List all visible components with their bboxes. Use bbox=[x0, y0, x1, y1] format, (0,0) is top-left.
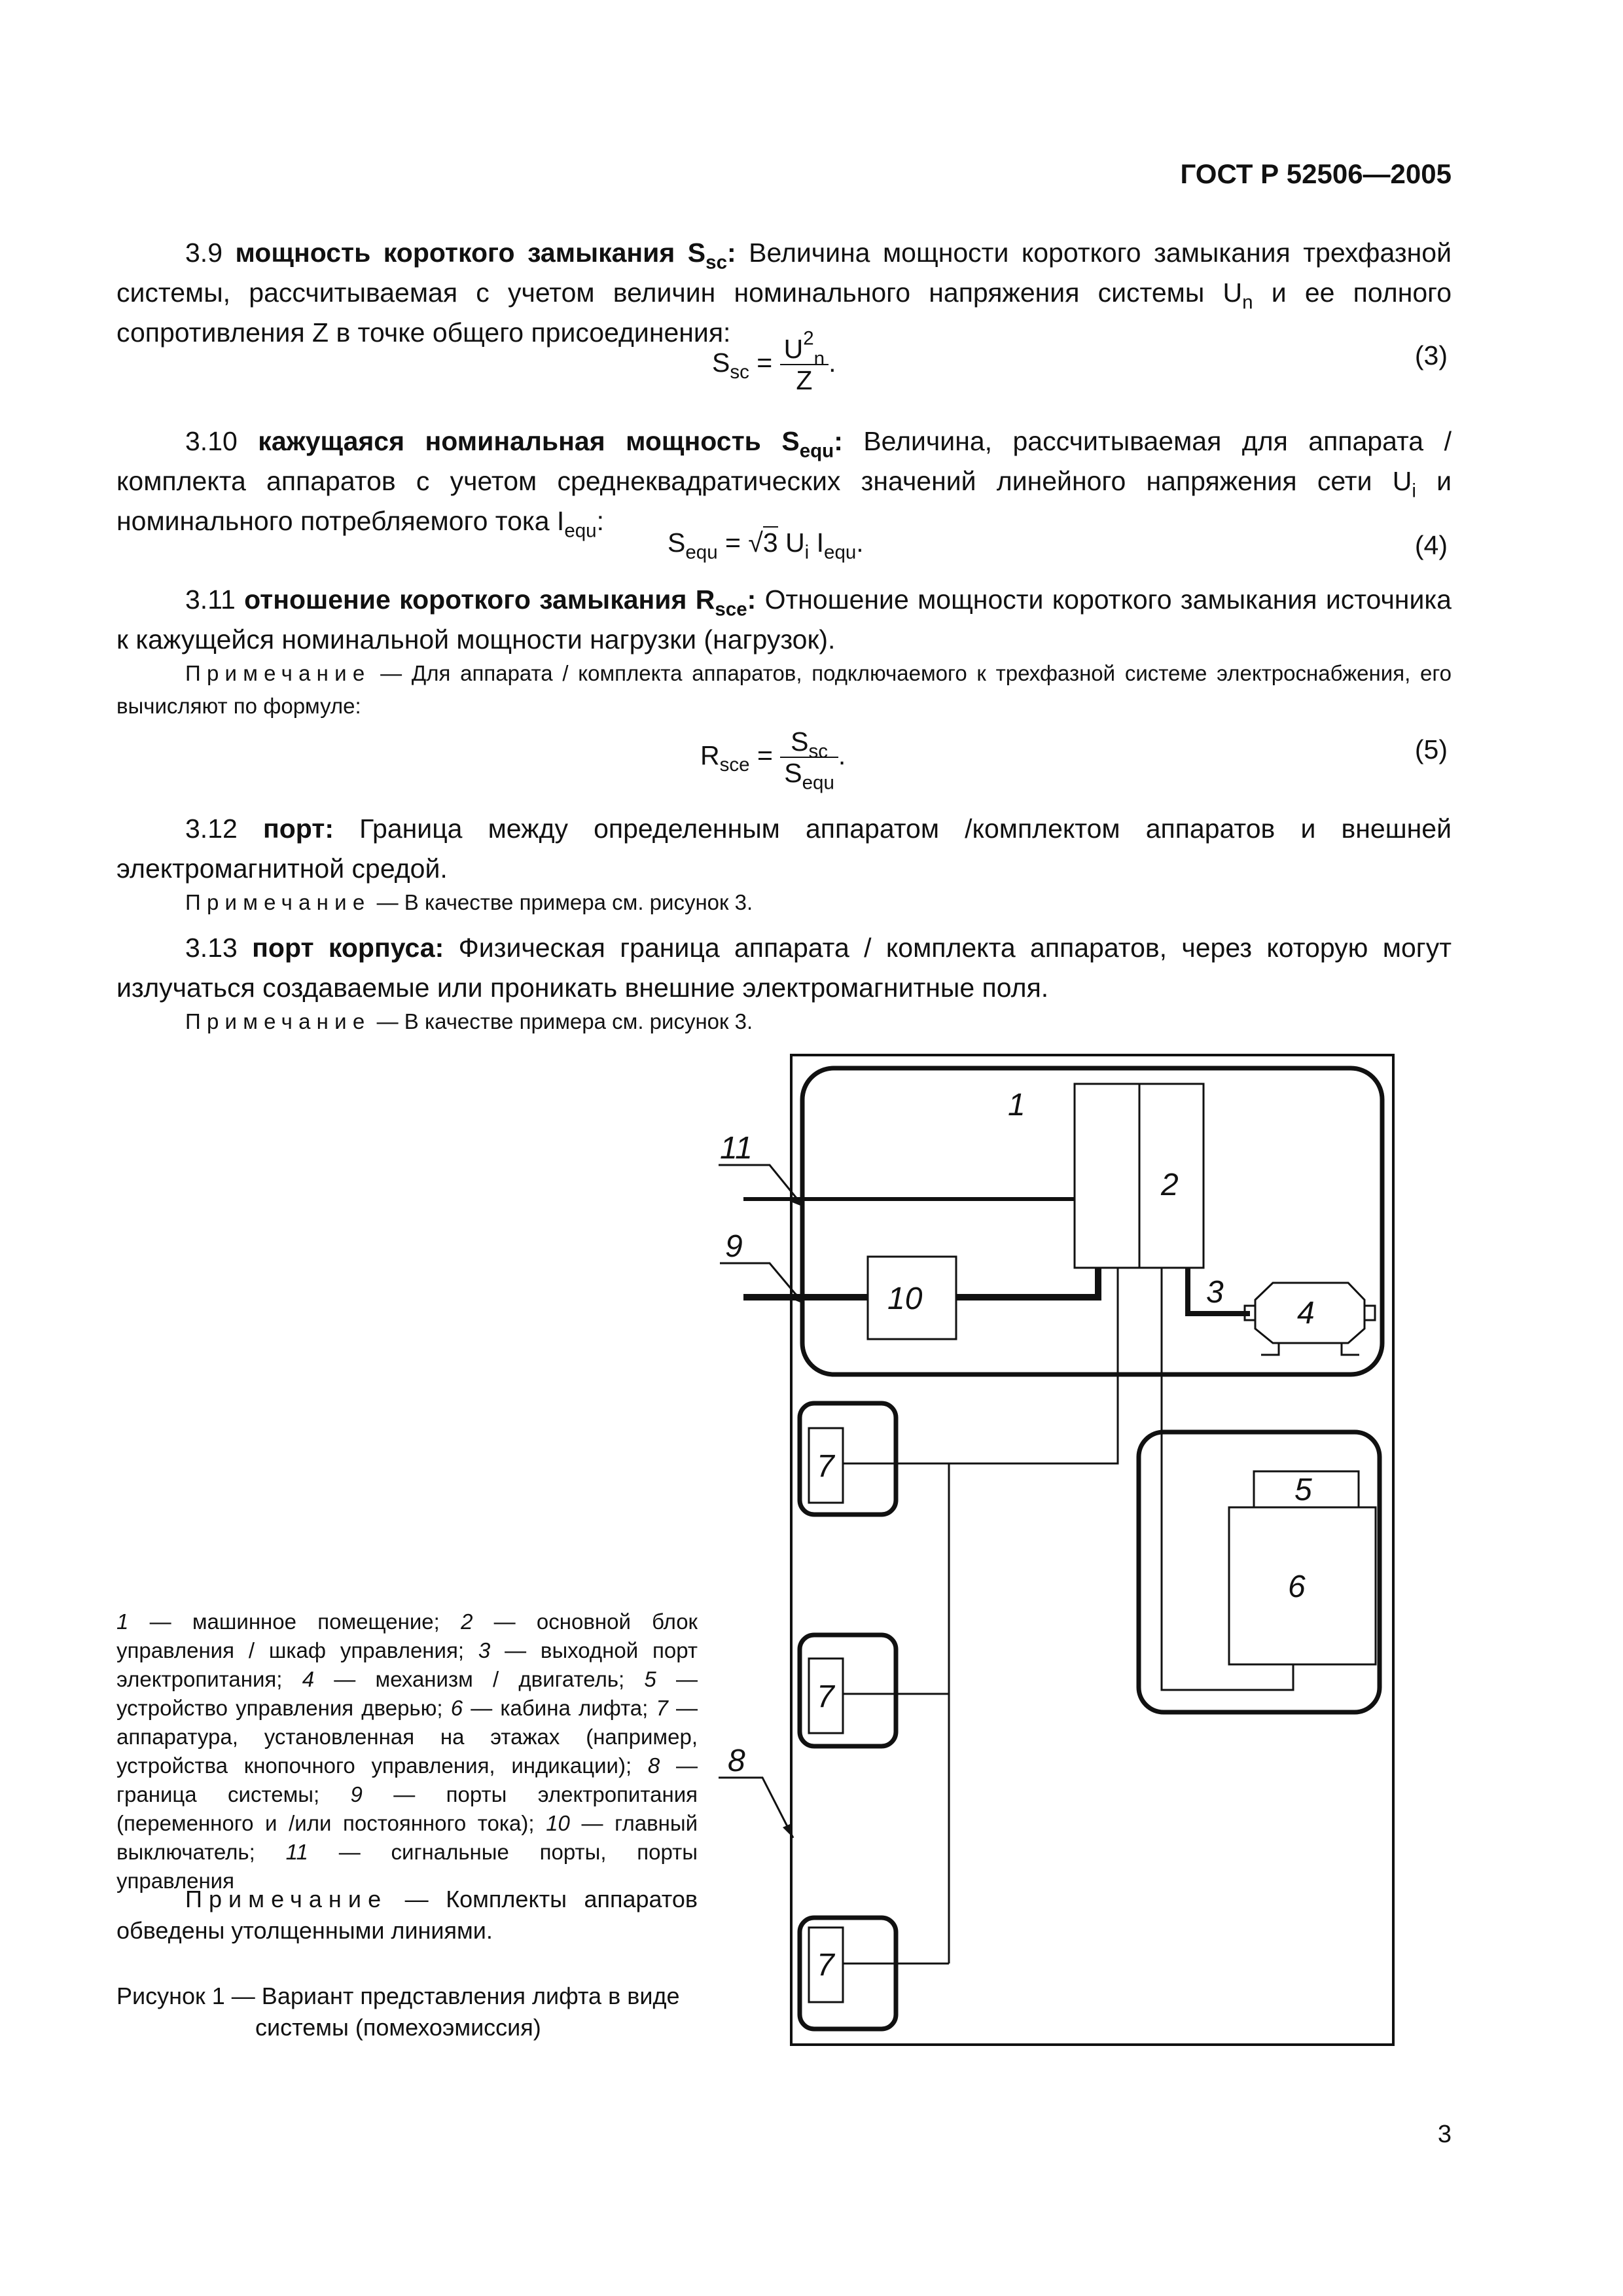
label-10: 10 bbox=[887, 1282, 923, 1316]
section-number: 3.12 bbox=[185, 814, 238, 844]
machine-room bbox=[802, 1068, 1382, 1374]
term: кажущаяся номинальная мощность $S_{equ}$: bbox=[258, 426, 843, 462]
section-3-10: 3.10 кажущаяся номинальная мощность $S_{equ}$: Величина, рассчитываемая для аппарата / комплекта аппаратов с учетом среднеквадратических значений линейного напряжения сети $U_i$ и номинального потребляемого тока $I_{equ}$: bbox=[116, 426, 1452, 542]
section-3-13: 3.13 порт корпуса: Физическая граница аппарата / комплекта аппаратов, через которую могут излучаться создаваемые или проникать внешние электромагнитные поля. bbox=[116, 933, 1452, 1003]
definition: Величина мощности короткого замыкания трехфазной системы, рассчитываемая с учетом величин номинального напряжения системы U bbox=[116, 238, 1452, 308]
term: отношение короткого замыкания $R_{sce}$: bbox=[244, 584, 757, 620]
term: порт: bbox=[262, 814, 334, 844]
label-6: 6 bbox=[1288, 1570, 1306, 1604]
label-11: 11 bbox=[720, 1131, 753, 1166]
section-3-12: 3.12 порт: Граница между определенным аппаратом /комплектом аппаратов и внешней электромагнитной средой. bbox=[116, 814, 1452, 884]
label-5: 5 bbox=[1294, 1473, 1312, 1507]
section-number: 3.10 bbox=[185, 426, 238, 456]
note-3: Примечание — В качестве примера см. рисунок 3. bbox=[185, 1009, 753, 1033]
section-number: 3.11 bbox=[185, 584, 236, 615]
document-header: ГОСТ Р 52506—2005 bbox=[1180, 158, 1452, 189]
term: мощность короткого замыкания $S_{sc}$: bbox=[235, 238, 736, 274]
label-3: 3 bbox=[1206, 1275, 1224, 1310]
system-boundary bbox=[791, 1055, 1393, 2045]
note-1: Примечание — Для аппарата / комплекта аппаратов, подключаемого к трехфазной системе электроснабжения, его вычисляют по формуле: bbox=[116, 661, 1452, 718]
section-number: 3.9 bbox=[185, 238, 223, 268]
figure-note: Примечание — Комплекты аппаратов обведены утолщенными линиями. bbox=[116, 1886, 698, 1944]
label-1: 1 bbox=[1008, 1088, 1026, 1122]
label-8: 8 bbox=[728, 1744, 745, 1778]
formula-5: $R_{sce}$ = $\frac{S_{sc}}{S_{equ}}$ . bbox=[700, 726, 846, 794]
equation-number-4: (4) bbox=[1414, 530, 1448, 560]
formula-4: $S_{equ} = √3$ $U_i$ $I_{equ}$. bbox=[668, 528, 864, 564]
section-3-11: 3.11 отношение короткого замыкания $R_{sce}$: Отношение мощности короткого замыкания источника к кажущейся номинальной мощности нагрузки (нагрузок). bbox=[116, 584, 1452, 655]
section-number: 3.13 bbox=[185, 933, 238, 963]
equation-number-3: (3) bbox=[1414, 340, 1448, 370]
label-4: 4 bbox=[1297, 1296, 1315, 1331]
note-2: Примечание — В качестве примера см. рисунок 3. bbox=[185, 890, 753, 914]
page-number: 3 bbox=[1437, 2121, 1452, 2148]
figure-legend: 1 — машинное помещение; 2 — основной блок управления / шкаф управления; 3 — выходной порт электропитания; 4 — механизм / двигатель; 5 — устройство управления дверью; 6 — кабина лифта; 7 — аппаратура, установленная на этажах (например, устройства кнопочного управления, индикации); 8 — граница системы; 9 — порты электропитания (переменного и /или постоянного тока); 10 — главный выключатель; 11 — сигнальные порты, порты управления bbox=[116, 1609, 698, 1893]
label-7c: 7 bbox=[817, 1948, 834, 1982]
figure-caption-line-1: Рисунок 1 — Вариант представления лифта в виде bbox=[116, 1982, 680, 2009]
label-9: 9 bbox=[725, 1229, 743, 1264]
term: порт корпуса: bbox=[252, 933, 444, 963]
equation-number-5: (5) bbox=[1414, 734, 1448, 764]
label-7a: 7 bbox=[817, 1449, 834, 1484]
label-2: 2 bbox=[1161, 1168, 1179, 1202]
label-7b: 7 bbox=[817, 1679, 834, 1714]
formula-3: $S_{sc}$ = $\frac{U^2_n}{Z}$ . bbox=[712, 327, 836, 395]
section-3-9: 3.9 мощность короткого замыкания $S_{sc}$: Величина мощности короткого замыкания трехфазной системы, рассчитываемая с учетом величин номинального напряжения системы $U_n$ и ее полного сопротивления Z в точке общего присоединения: bbox=[116, 238, 1452, 348]
figure-caption-line-2: системы (помехоэмиссия) bbox=[255, 2014, 541, 2041]
lift-car-boundary bbox=[1139, 1432, 1380, 1712]
